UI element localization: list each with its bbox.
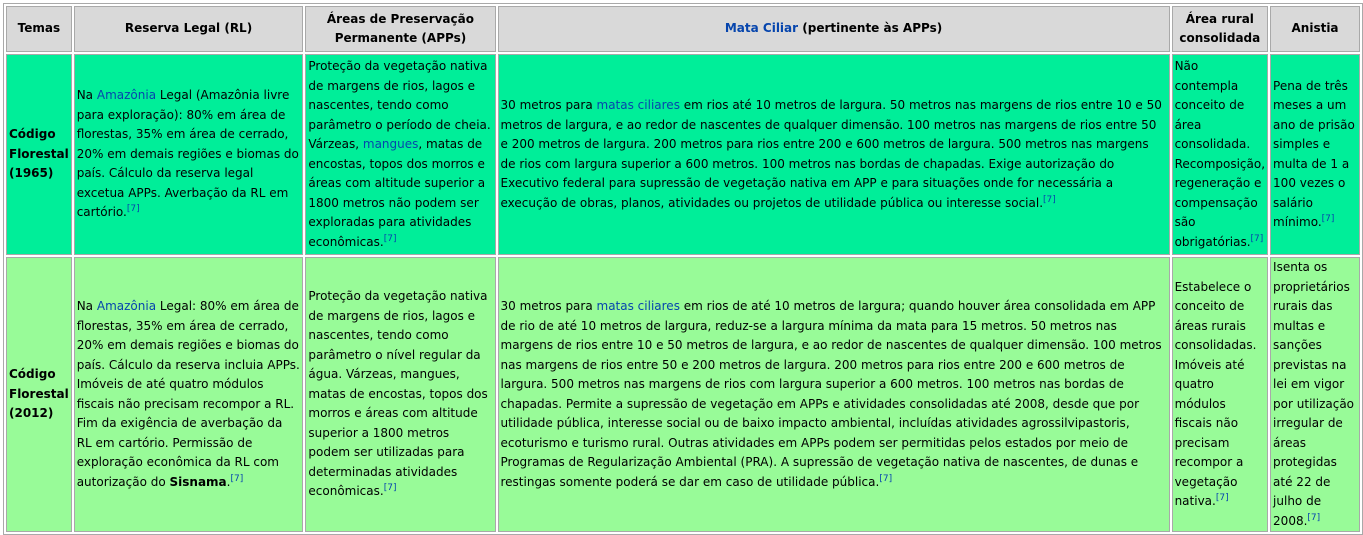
cell-text: Na xyxy=(76,88,97,103)
amazonia-link[interactable]: Amazônia xyxy=(96,299,157,313)
cell-app xyxy=(305,54,495,255)
matas-ciliares-link[interactable]: matas ciliares xyxy=(596,299,680,313)
header-row xyxy=(6,6,1360,52)
cell-text: Pena de três meses a um ano de prisão simples e multa de 1 a 100 vezes o salário mínimo. xyxy=(1273,78,1355,229)
cell-text: Não contempla conceito de área consolidada. Recomposição, regeneração e compensação são obrigatórias. xyxy=(1174,59,1266,249)
reference-link[interactable]: [7] xyxy=(1250,233,1264,244)
reference-link[interactable]: [7] xyxy=(126,204,140,215)
cell-anistia xyxy=(1270,54,1360,255)
reference-link[interactable]: [7] xyxy=(1307,512,1321,523)
reference-link[interactable]: [7] xyxy=(879,473,893,484)
reference-link[interactable]: [7] xyxy=(383,233,397,244)
cell-text: Isenta os proprietários rurais das multas e sanções previstas na lei em vigor por utilização irregular de áreas protegidas até 22 de julho de 2008. xyxy=(1273,260,1355,528)
reference-link[interactable]: [7] xyxy=(1215,493,1229,503)
comparison-table xyxy=(3,3,1363,535)
cell-mata-ciliar xyxy=(498,54,1170,255)
reference-link[interactable]: [7] xyxy=(230,473,244,484)
cell-text: Proteção da vegetação nativa de margens de rios, lagos e nascentes, tendo como parâmetro o período de cheia. Várzeas, xyxy=(308,59,491,151)
header-app: Áreas de Preservação Permanente (APPs) xyxy=(305,6,495,52)
cell-text: . xyxy=(226,474,231,489)
cell-text: , matas de encostas, topos dos morros e áreas com altitude superior a 1800 metros não podem ser exploradas para atividades econômicas. xyxy=(308,137,486,249)
cell-app xyxy=(305,257,495,532)
row-topic: Código Florestal (1965) xyxy=(6,54,72,255)
header-temas: Temas xyxy=(6,6,72,52)
header-anistia: Anistia xyxy=(1270,6,1360,52)
table-row xyxy=(6,54,1360,255)
row-topic: Código Florestal (2012) xyxy=(6,257,72,532)
cell-mata-ciliar xyxy=(498,257,1170,532)
table-row xyxy=(6,257,1360,532)
cell-reserva-legal xyxy=(74,54,304,255)
cell-area-consolidada xyxy=(1172,257,1268,532)
mata-ciliar-link[interactable]: Mata Ciliar xyxy=(724,21,799,36)
header-mata-ciliar-rest: (pertinente às APPs) xyxy=(798,21,943,36)
cell-text: Legal: 80% em área de florestas, 35% em área de cerrado, 20% em demais regiões e biomas do país. Cálculo da reserva incluia APPs. Imóveis de até quatro módulos fiscais não precisam recompor a RL. Fim da exigência de averbação da RL em cartório. Permissão de exploração econômica da RL com autorização do xyxy=(76,299,300,489)
matas-ciliares-link[interactable]: matas ciliares xyxy=(596,98,680,112)
cell-text: em rios até 10 metros de largura. 50 metros nas margens de rios entre 10 e 50 metros de largura, e ao redor de nascentes de qualquer dimensão. 100 metros nas margens de rios entre 50 e 200 metros de largura. 200 metros para rios entre 200 e 600 metros de largura. 500 metros nas margens de rios com largura superior a 600 metros. 100 metros nas bordas de chapadas. Exige autorização do Executivo federal para supressão de vegetação nativa em APP e para situações onde for necessária a execução de obras, planos, atividades ou projetos de utilidade pública ou interesse social. xyxy=(500,98,1162,210)
reference-link[interactable]: [7] xyxy=(1321,214,1335,224)
cell-text: Estabelece o conceito de áreas rurais consolidadas. Imóveis até quatro módulos fiscais não precisam recompor a vegetação nativa. xyxy=(1174,279,1257,508)
reference-link[interactable]: [7] xyxy=(1043,194,1056,205)
header-area-consolidada: Área rural consolidada xyxy=(1172,6,1268,52)
cell-text: Na xyxy=(76,299,97,313)
cell-text: Proteção da vegetação nativa de margens de rios, lagos e nascentes, tendo como parâmetro o nível regular da água. Várzeas, mangues, matas de encostas, topos dos morros e áreas com altitude superior a 1800 metros podem ser utilizadas para determinadas atividades econômicas. xyxy=(308,289,488,499)
mangues-link[interactable]: mangues xyxy=(362,137,419,151)
sisnama-text: Sisnama xyxy=(169,474,227,489)
header-mata-ciliar xyxy=(498,6,1170,52)
cell-text: 30 metros para xyxy=(500,98,597,112)
cell-text: Legal (Amazônia livre para exploração): 80% em área de florestas, 35% em área de cerrado, 20% em demais regiões e biomas do país. Cálculo da reserva legal excetua APPs. Averbação da RL em cartório. xyxy=(76,88,299,220)
cell-reserva-legal xyxy=(74,257,304,532)
cell-area-consolidada xyxy=(1172,54,1268,255)
cell-text: 30 metros para xyxy=(500,299,597,313)
reference-link[interactable]: [7] xyxy=(383,483,397,494)
amazonia-link[interactable]: Amazônia xyxy=(96,88,157,103)
cell-anistia xyxy=(1270,257,1360,532)
header-reserva-legal: Reserva Legal (RL) xyxy=(74,6,304,52)
cell-text: em rios de até 10 metros de largura; quando houver área consolidada em APP de rio de até 10 metros de largura, reduz-se a largura mínima da mata para 15 metros. 50 metros nas margens de rios entre 10 e 50 metros de largura, e ao redor de nascentes de qualquer dimensão. 100 metros nas margens de rios entre 50 e 200 metros de largura. 200 metros para rios entre 200 e 600 metros de largura. 500 metros nas margens de rios com largura superior a 600 metros. 100 metros nas bordas de chapadas. Permite a supressão de vegetação em APPs e atividades consolidadas até 2008, desde que por utilidade pública, interesse social ou de baixo impacto ambiental, incluídas atividades agrossilvipastoris, ecoturismo e turismo rural. Outras atividades em APPs podem ser permitidas pelos estados por meio de Programas de Regularização Ambiental (PRA). A supressão de vegetação nativa de nascentes, de dunas e restingas somente poderá se dar em caso de utilidade pública. xyxy=(500,299,1162,489)
